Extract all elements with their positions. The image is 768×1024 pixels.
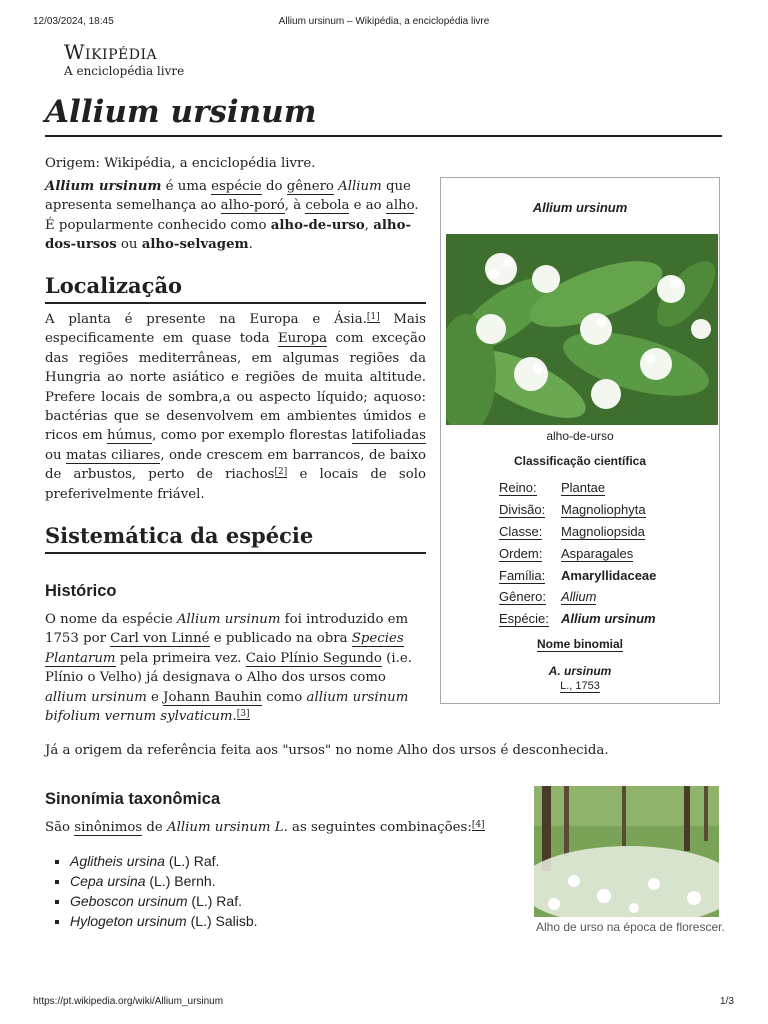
taxon-value: Amaryllidaceae bbox=[561, 568, 657, 583]
link-sinonimos[interactable]: sinônimos bbox=[74, 820, 143, 835]
link-carl-von-linne[interactable]: Carl von Linné bbox=[110, 631, 210, 647]
link-europa[interactable]: Europa bbox=[277, 331, 328, 347]
ursos-note: Já a origem da referência feita aos "ursos" no nome Alho dos ursos é desconhecida. bbox=[45, 743, 609, 758]
taxon-value[interactable]: Magnoliopsida bbox=[561, 524, 645, 539]
link-matas-ciliares[interactable]: matas ciliares bbox=[66, 447, 161, 463]
rank-label[interactable]: Reino: bbox=[499, 480, 537, 495]
rank-label[interactable]: Espécie: bbox=[499, 611, 549, 626]
classification-heading: Classificação científica bbox=[513, 454, 647, 468]
ref-1[interactable]: [1] bbox=[366, 312, 380, 322]
ref-2[interactable]: [2] bbox=[274, 467, 288, 478]
ref-4[interactable]: [4] bbox=[471, 820, 485, 830]
taxon-value[interactable]: Plantae bbox=[561, 480, 606, 495]
origin-note: Origem: Wikipédia, a enciclopédia livre. bbox=[45, 156, 316, 171]
link-johann-bauhin[interactable]: Johann Bauhin bbox=[163, 689, 262, 705]
heading-rule bbox=[45, 552, 426, 554]
heading-sinonimia: Sinonímia taxonômica bbox=[45, 790, 221, 808]
page-title: Allium ursinum bbox=[45, 94, 317, 130]
rank-label[interactable]: Gênero: bbox=[499, 589, 546, 604]
link-cebola[interactable]: cebola bbox=[305, 198, 350, 214]
binomial-name: A. ursinum bbox=[548, 664, 612, 678]
heading-rule bbox=[45, 302, 426, 304]
rank-label[interactable]: Família: bbox=[499, 568, 546, 583]
link-latifoliadas[interactable]: latifoliadas bbox=[351, 428, 426, 444]
sinonimia-paragraph: São sinônimos de Allium ursinum L. as seguintes combinações:[4] bbox=[45, 820, 485, 835]
print-doc-title: Allium ursinum – Wikipédia, a enciclopédia livre bbox=[278, 16, 490, 27]
binomial-authority[interactable]: L., 1753 bbox=[560, 680, 600, 692]
historico-paragraph: O nome da espécie Allium ursinum foi introduzido em 1753 por Carl von Linné e publicado na obra Species Plantarum pela primeira vez. Caio Plínio Segundo (i.e. Plínio o Velho) já designava o Alho dos ursos como allium ursinum e Johann Bauhin como allium ursinum bifolium vernum sylvaticum.[3] bbox=[45, 612, 412, 725]
logo-tagline: A enciclopédia livre bbox=[64, 64, 185, 78]
heading-localizacao: Localização bbox=[45, 273, 183, 298]
print-page-number: 1/3 bbox=[720, 996, 734, 1007]
ramsons-photo[interactable] bbox=[446, 234, 718, 425]
taxon-value: Allium ursinum bbox=[561, 611, 656, 626]
intro-term: Allium ursinum bbox=[45, 179, 162, 194]
taxon-value[interactable]: Allium bbox=[561, 589, 597, 604]
list-item: ▪ Hylogeton ursinum (L.) Salisb. bbox=[70, 911, 258, 931]
list-item: ▪ Cepa ursina (L.) Bernh. bbox=[70, 871, 258, 891]
taxon-value[interactable]: Magnoliophyta bbox=[561, 502, 646, 517]
heading-sistematica: Sistemática da espécie bbox=[45, 523, 314, 548]
list-item: ▪ Geboscon ursinum (L.) Raf. bbox=[70, 891, 258, 911]
taxobox-title: Allium ursinum bbox=[532, 200, 628, 215]
taxon-value[interactable]: Asparagales bbox=[561, 546, 634, 561]
link-genero[interactable]: gênero bbox=[286, 179, 334, 194]
taxobox-image-caption: alho-de-urso bbox=[546, 429, 614, 443]
print-url: https://pt.wikipedia.org/wiki/Allium_ursinum bbox=[33, 996, 224, 1007]
rank-label[interactable]: Ordem: bbox=[499, 546, 543, 561]
forest-ramsons-photo[interactable] bbox=[534, 786, 719, 917]
photo2-caption: Alho de urso na época de florescer. bbox=[536, 920, 725, 934]
print-datetime: 12/03/2024, 18:45 bbox=[33, 16, 114, 27]
rank-label[interactable]: Classe: bbox=[499, 524, 543, 539]
title-divider bbox=[45, 135, 722, 137]
localizacao-paragraph: A planta é presente na Europa e Ásia.[1] Mais especificamente em quase toda Europa com exceção das regiões mediterrâneas, em algumas regiões da Hungria ao norte asiático e regiões de muita altitude. Prefere locais de sombra,a ou aspecto líquido; aquoso: bactérias que se desenvolvem em ambientes úmidos e ricos em húmus, como por exemplo florestas latifoliadas ou matas ciliares, onde crescem em barrancos, de baixo de arbustos, perto de riachos[2] e locais de solo preferivelmente friável. bbox=[45, 312, 427, 502]
logo-wordmark: Wikipédia bbox=[64, 40, 158, 64]
link-caio-plinio[interactable]: Caio Plínio Segundo bbox=[245, 650, 382, 666]
synonym-list bbox=[54, 851, 258, 931]
binomial-heading: Nome binomial bbox=[536, 637, 623, 651]
list-item: ▪ Aglitheis ursina (L.) Raf. bbox=[70, 851, 258, 871]
heading-historico: Histórico bbox=[45, 582, 117, 600]
link-especie[interactable]: espécie bbox=[211, 179, 262, 194]
rank-label[interactable]: Divisão: bbox=[499, 502, 546, 517]
link-humus[interactable]: húmus bbox=[107, 428, 153, 444]
link-species-plantarum[interactable]: Species Plantarum bbox=[45, 631, 404, 666]
taxobox bbox=[440, 177, 720, 704]
link-alho[interactable]: alho bbox=[385, 198, 415, 214]
link-alho-poro[interactable]: alho-poró bbox=[220, 198, 285, 214]
intro-paragraph: Allium ursinum é uma espécie do gênero Allium que apresenta semelhança ao alho-poró, à cebola e ao alho. É popularmente conhecido como alho-de-urso, alho-dos-ursos ou alho-selvagem. bbox=[45, 179, 419, 253]
wikipedia-logo[interactable] bbox=[64, 40, 184, 78]
ref-3[interactable]: [3] bbox=[236, 709, 250, 720]
